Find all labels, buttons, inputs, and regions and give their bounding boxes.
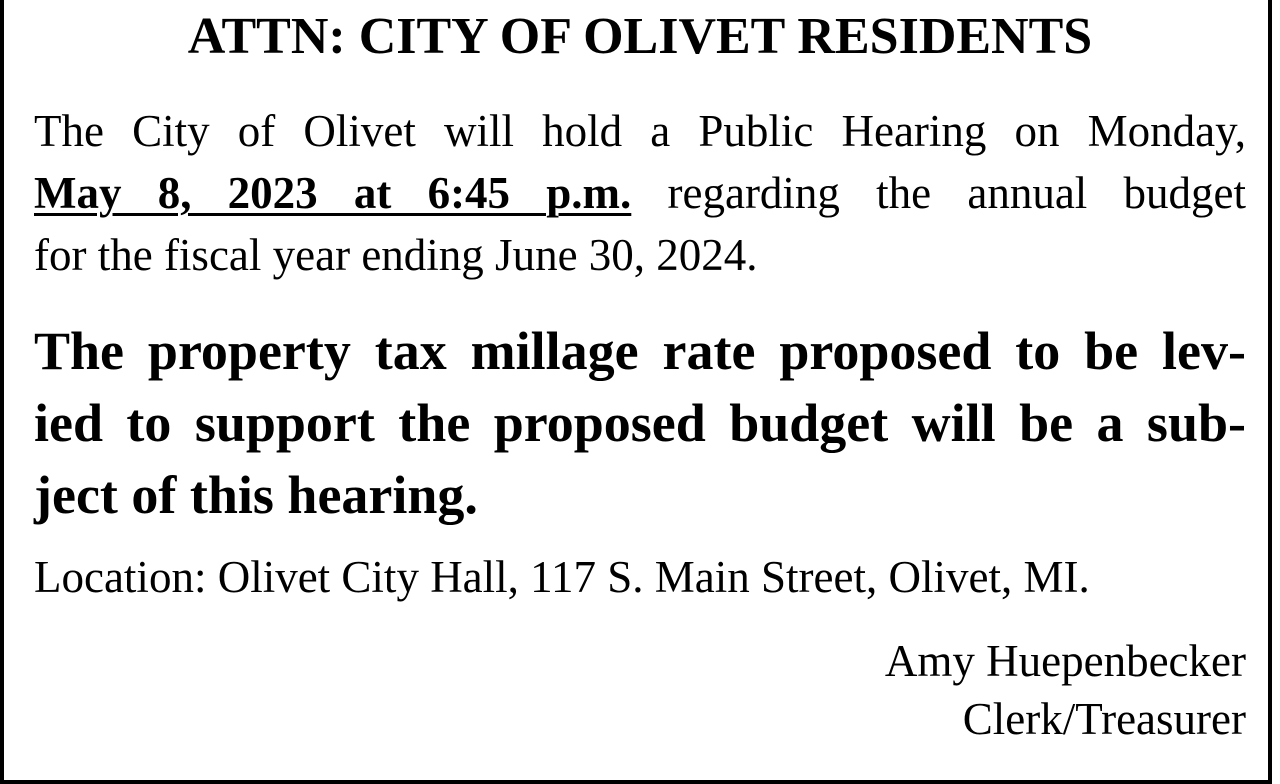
- signature-block: [646, 632, 1246, 748]
- notice-title: ATTN: CITY OF OLIVET RESIDENTS: [187, 8, 1093, 65]
- announcement-line-2: [34, 162, 1246, 224]
- announcement-line-1: The City of Olivet will hold a Public Hearing on Monday,: [34, 106, 1246, 156]
- announcement-line-3: for the fiscal year ending June 30, 2024.: [34, 230, 758, 280]
- hearing-date-time: May 8, 2023 at 6:45 p.m.: [34, 168, 632, 218]
- hearing-location: Location: Olivet City Hall, 117 S. Main Street, Olivet, MI.: [34, 552, 1090, 602]
- millage-line-2: ied to support the proposed budget will be a sub-: [34, 393, 1246, 453]
- announcement-line-2-rest: regarding the annual budget: [667, 168, 1246, 218]
- millage-statement: [34, 315, 1246, 531]
- hearing-announcement: [34, 100, 1246, 286]
- signer-title: Clerk/Treasurer: [962, 694, 1246, 744]
- millage-line-1: The property tax millage rate proposed to be lev-: [34, 321, 1246, 381]
- signer-name: Amy Huepenbecker: [884, 636, 1246, 686]
- millage-line-3: ject of this hearing.: [34, 465, 478, 525]
